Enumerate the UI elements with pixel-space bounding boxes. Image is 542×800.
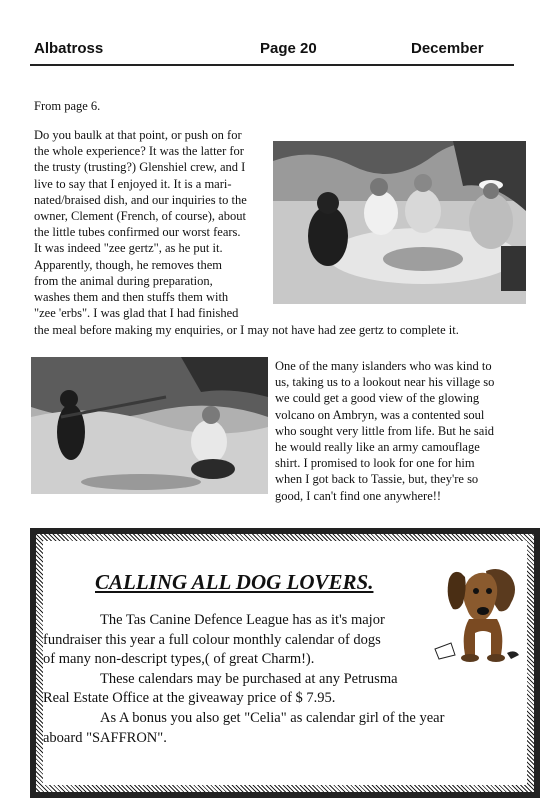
notice-line: of many non-descript types,( of great Charm!). [43,651,315,668]
newsletter-name: Albatross [34,40,104,57]
page-number: Page 20 [260,40,317,57]
article-paragraph-1 [34,127,270,321]
paragraph-line: us, taking us to a lookout near his village so [275,375,495,390]
notice-line: The Tas Canine Defence League has as it's major [100,612,385,628]
paragraph-line: Apparently, though, he removes them [34,257,223,272]
paragraph-1-last-line: the meal before making my enquiries, or I may not have had zee gertz to complete it. [34,323,459,337]
notice-body [43,611,463,748]
paragraph-line: live to say that I enjoyed it. It is a mari- [34,176,232,191]
paragraph-line: the little tubes confirmed our worst fears. [34,225,241,240]
paragraph-line: from the animal during preparation, [34,273,213,288]
paragraph-line: Do you baulk at that point, or push on for [34,128,242,142]
paragraph-line: nated/braised dish, and our inquiries to the [34,192,247,207]
notice-line: Real Estate Office at the giveaway price of $ 7.95. [43,690,336,707]
notice-content [43,541,527,785]
paragraph-line: who sought very little from life. But he said [275,423,495,438]
paragraph-line: the trusty (trusting?) Glenshiel crew, and I [34,160,246,175]
notice-line: As A bonus you also get "Celia" as calendar girl of the year [100,709,445,726]
paragraph-line: good, I can't find one anywhere!! [275,488,442,503]
paragraph-line: shirt. I promised to look for one for him [275,456,475,471]
notice-title: CALLING ALL DOG LOVERS. [95,570,374,594]
paragraph-line: One of the many islanders who was kind to [275,359,492,373]
paragraph-line: we could get a good view of the glowing [275,391,480,406]
paragraph-line: It was indeed "zee gertz", as he put it. [34,241,223,256]
group-meal-photo [273,141,526,304]
notice-line: These calendars may be purchased at any Petrusma [100,670,398,687]
notice-line: fundraiser this year a full colour monthly calendar of dogs [43,631,381,648]
paragraph-line: owner, Clement (French, of course), about [34,209,246,224]
page-header [30,36,514,66]
paragraph-line: "zee 'erbs". I was glad that I had finished [34,306,239,321]
paragraph-line: when I got back to Tassie, but, they're so [275,472,479,487]
paragraph-line: the whole experience? It was the latter for [34,144,244,159]
article-paragraph-2 [275,358,525,504]
paragraph-line: volcano on Ambryn, was a contented soul [275,407,485,422]
paragraph-line: he would really like an army camouflage [275,440,480,455]
paragraph-line: washes them and then stuffs them with [34,290,229,305]
islander-photo [31,357,268,494]
notice-line: aboard "SAFFRON". [43,729,167,746]
continued-from-line: From page 6. [34,99,101,113]
issue-month: December [411,40,484,57]
dog-lovers-notice-box [30,528,540,798]
